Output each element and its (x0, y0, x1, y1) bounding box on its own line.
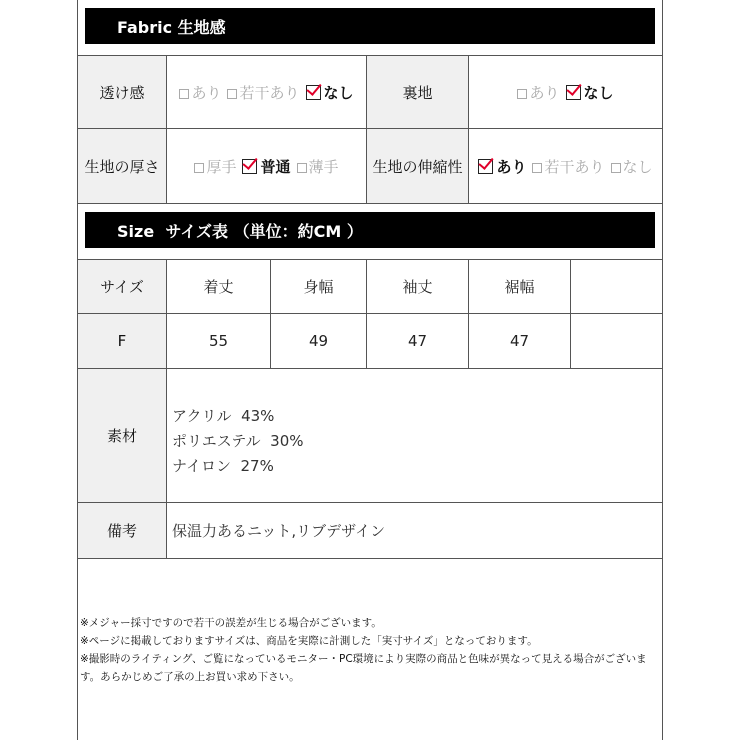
option-thin: 薄手 (297, 156, 339, 177)
divider (77, 558, 663, 559)
checkmark-icon (242, 159, 257, 174)
fabric-header: Fabric 生地感 (85, 8, 655, 44)
material-list (172, 404, 304, 479)
material-line: ナイロン 27% (172, 457, 274, 475)
note-line: ※メジャー採寸ですので若干の誤差が生じる場合がございます。 (80, 617, 382, 629)
size-col-sleeve: 袖丈 (402, 278, 433, 296)
options-thickness (167, 129, 366, 203)
options-lining (469, 56, 662, 128)
size-header: Size サイズ表 （単位：約CM ） (85, 212, 655, 248)
size-row-label: F (78, 314, 166, 368)
options-sheerness (167, 56, 366, 128)
material-label: 素材 (78, 369, 166, 502)
size-col-size: サイズ (78, 260, 166, 313)
option-thick: 厚手 (194, 156, 236, 177)
checkmark-icon (306, 85, 321, 100)
divider (166, 368, 167, 558)
size-col-length: 着丈 (203, 278, 234, 296)
note-line: ※撮影時のライティング、ご覧になっているモニター・PC環境により実際の商品と色味が異なって見える場合がございます。あらかじめご了承の上お買い求め下さい。 (80, 653, 647, 683)
remarks-text: 保温力あるニット,リブデザイン (172, 522, 386, 540)
option-lining-no: なし (566, 82, 614, 103)
size-value-hem: 47 (509, 332, 530, 350)
checkmark-icon (566, 85, 581, 100)
option-stretch-yes: あり (478, 156, 526, 177)
size-col-hem: 裾幅 (504, 278, 535, 296)
size-col-width: 身幅 (303, 278, 334, 296)
option-sheer-no: なし (306, 82, 354, 103)
option-stretch-no: なし (611, 156, 653, 177)
options-stretch (469, 129, 662, 203)
option-lining-yes: あり (517, 82, 559, 103)
notes (80, 614, 663, 686)
label-sheerness: 透け感 (78, 56, 166, 128)
option-sheer-slight: 若干あり (227, 82, 299, 103)
option-sheer-yes: あり (179, 82, 221, 103)
size-value-sleeve: 47 (407, 332, 428, 350)
size-value-width: 49 (308, 332, 329, 350)
option-stretch-slight: 若干あり (532, 156, 604, 177)
option-normal: 普通 (242, 156, 290, 177)
remarks-label: 備考 (78, 503, 166, 558)
material-line: アクリル 43% (172, 407, 275, 425)
divider (77, 203, 663, 204)
material-line: ポリエステル 30% (172, 432, 304, 450)
size-value-empty (571, 314, 662, 368)
size-col-empty (571, 260, 662, 313)
label-stretch: 生地の伸縮性 (367, 129, 468, 203)
checkmark-icon (478, 159, 493, 174)
label-lining: 裏地 (367, 56, 468, 128)
note-line: ※ページに掲載しておりますサイズは、商品を実際に計測した「実寸サイズ」となっております。 (80, 635, 538, 647)
size-value-length: 55 (208, 332, 229, 350)
label-thickness: 生地の厚さ (78, 129, 166, 203)
